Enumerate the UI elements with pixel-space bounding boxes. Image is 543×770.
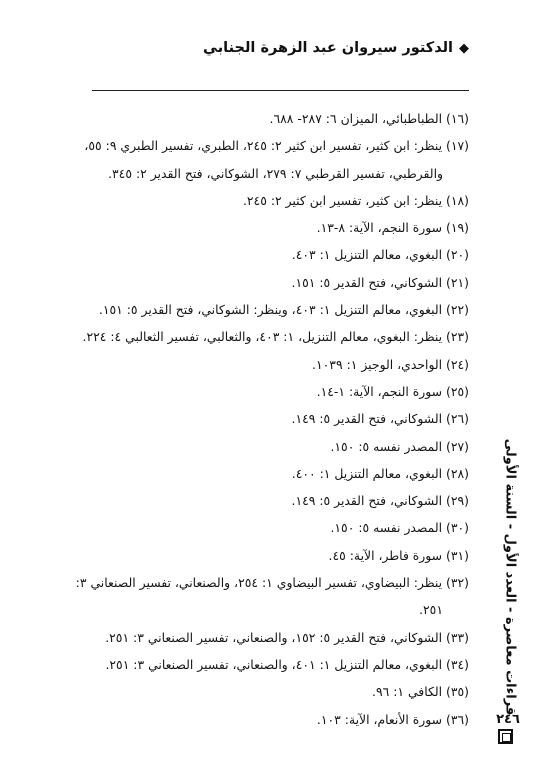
page-number: ٢٤٦	[496, 712, 520, 727]
footnote-23: (٢٣) ينظر: البغوي، معالم التنزيل، ١: ٤٠٣، والثعالبي، تفسير الثعالبي ٤: ٢٢٤.	[82, 329, 469, 345]
footnote-22: (٢٢) البغوي، معالم التنزيل ١: ٤٠٣، وينظر: الشوكاني، فتح القدير ٥: ١٥١.	[98, 302, 469, 318]
footnote-32-continued: ٢٥١.	[419, 602, 443, 618]
author-name: الدكتور سيروان عبد الزهرة الجنابي	[203, 40, 453, 56]
footnote-27: (٢٧) المصدر نفسه ٥: ١٥٠.	[330, 438, 469, 454]
footnote-31: (٣١) سورة فاطر، الآية: ٤٥.	[328, 547, 469, 563]
footnote-32: (٣٢) ينظر: البيضاوي، تفسير البيضاوي ١: ٢٥٤، والصنعاني، تفسير الصنعاني ٣:	[75, 575, 469, 591]
footnote-26: (٢٦) الشوكاني، فتح القدير ٥: ١٤٩.	[291, 411, 469, 427]
footnote-30: (٣٠) المصدر نفسه ٥: ١٥٠.	[330, 520, 469, 536]
footnote-29: (٢٩) الشوكاني، فتح القدير ٥: ١٤٩.	[291, 493, 469, 509]
footnote-16: (١٦) الطباطبائي، الميزان ٦: ٢٨٧- ٦٨٨.	[269, 111, 469, 126]
footnote-24: (٢٤) الواحدي، الوجيز ١: ١٠٣٩.	[312, 356, 469, 372]
footnote-18: (١٨) ينظر: ابن كثير، تفسير ابن كثير ٢: ٢٤٥.	[242, 192, 469, 208]
footnote-35: (٣٥) الكافي ١: ٩٦.	[371, 684, 469, 700]
footnote-20: (٢٠) البغوي، معالم التنزيل ١: ٤٠٣.	[291, 247, 469, 263]
footnote-19: (١٩) سورة النجم، الآية: ٨-١٣.	[316, 220, 469, 236]
footnote-34: (٣٤) البغوي، معالم التنزيل ١: ٤٠١، والصنعاني، تفسير الصنعاني ٣: ٢٥١.	[105, 656, 469, 672]
running-header	[203, 40, 469, 56]
footnote-21: (٢١) الشوكاني، فتح القدير ٥: ١٥١.	[291, 274, 469, 290]
side-title-text: قراءات معاصرة - العدد الأول - السنة الأولى	[502, 438, 518, 716]
header-divider	[92, 90, 469, 91]
footnote-36: (٣٦) سورة الأنعام، الآية: ١٠٣.	[316, 711, 469, 727]
footnote-33: (٣٣) الشوكاني، فتح القدير ٥: ١٥٢، والصنعاني، تفسير الصنعاني ٣: ٢٥١.	[105, 629, 469, 645]
footnote-17: (١٧) ينظر: ابن كثير، تفسير ابن كثير ٢: ٢٤٥، الطبري، تفسير الطبري ٩: ٥٥،	[84, 138, 469, 154]
page-marker-icon	[498, 729, 513, 744]
footnotes-list	[40, 105, 469, 733]
journal-side-title	[492, 438, 528, 716]
diamond-icon: ◆	[459, 41, 469, 56]
footnote-25: (٢٥) سورة النجم، الآية: ١-١٤.	[316, 383, 469, 399]
footnote-28: (٢٨) البغوي، معالم التنزيل ١: ٤٠٠.	[291, 465, 469, 481]
footnote-17-continued: والقرطبي، تفسير القرطبي ٧: ٢٧٩، الشوكاني، فتح القدير ٢: ٣٤٥.	[108, 165, 443, 181]
